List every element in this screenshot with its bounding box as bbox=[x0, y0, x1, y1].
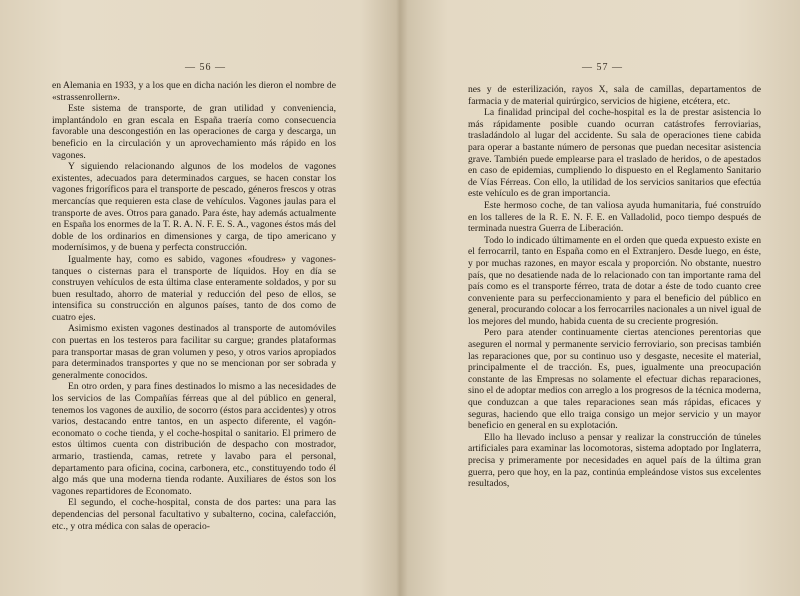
paragraph: Y siguiendo relacionando algunos de los modelos de vagones existentes, adecuados para determinados cargues, se hacen constar los vagones frigoríficos para el transporte de pescado, géneros frescos y otras mercancías que requieren esta clase de vehículos. Vagones jaulas para el transporte de aves. Otros para ganado. Para éste, hay además actualmente en España los enormes de la T. R. A. N. F. E. S. A., vagones éstos más del doble de los ordinarios en dimensiones y carga, de tipo americano y modernísimos, y de buena y perfecta construcción. bbox=[52, 161, 336, 254]
paragraph: La finalidad principal del coche-hospital es la de prestar asistencia lo más rápidamente posible cuando ocurran catástrofes ferroviarias, trasladándolo al lugar del accidente. Su sala de operaciones tiene cabida para operar a bastante número de personas que puedan necesitar asistencia grave. También puede emplearse para el traslado de heridos, o de apestados en caso de epidemias, cumpliendo lo dispuesto en el Reglamento Sanitario de Vías Férreas. Con ello, la utilidad de los servicios sanitarios que efectúa este vehículo es de gran importancia. bbox=[468, 107, 761, 200]
page-text bbox=[52, 80, 336, 532]
page-text bbox=[468, 84, 761, 490]
paragraph: En otro orden, y para fines destinados lo mismo a las necesidades de los servicios de las Compañías férreas que al del público en general, tenemos los vagones de auxilio, de socorro (éstos para accidentes) y otros varios, destacando entre tantos, en un aspecto diferente, el vagón-economato o coche tienda, y el coche-hospital o sanitario. El primero de estos últimos cuenta con distribución de despacho con mostrador, armario, trastienda, camas, retrete y lavabo para el personal, departamento para oficina, cocina, carbonera, etc., constituyendo todo él algo más que una moderna tienda rodante. Auxiliares de éstos son los vagones repartidores de Economato. bbox=[52, 381, 336, 497]
page-number: — 56 — bbox=[185, 62, 226, 73]
right-page bbox=[400, 0, 800, 596]
paragraph: nes y de esterilización, rayos X, sala de camillas, departamentos de farmacia y de material quirúrgico, servicios de higiene, etcétera, etc. bbox=[468, 84, 761, 107]
paragraph: Igualmente hay, como es sabido, vagones «foudres» y vagones-tanques o cisternas para el transporte de líquidos. Hoy en día se construyen vehículos de esta última clase enteramente soldados, y por su buen resultado, ahorro de material y reducción del peso de ellos, se intensifica su construcción en algunos países, tanto de dos como de cuatro ejes. bbox=[52, 253, 336, 323]
paragraph: Todo lo indicado últimamente en el orden que queda expuesto existe en el ferrocarril, tanto en España como en el Extranjero. Desde luego, en éste, y por muchas razones, en mayor escala y proporción. No obstante, nuestro país, que no desatiende nada de lo relacionado con tan importante rama del país como es el transporte férreo, trata de dotar a éste de todo cuanto cree conveniente para su perfeccionamiento y para el beneficio del público en general, procurando colocar a los ferrocarriles nacionales a un nivel igual de los mejores del mundo, habida cuenta de su creciente progresión. bbox=[468, 234, 762, 327]
page-number: — 57 — bbox=[582, 62, 623, 73]
paragraph: Ello ha llevado incluso a pensar y realizar la construcción de túneles artificiales para examinar las locomotoras, sistema adoptado por Inglaterra, precisa y primeramente por necesidades en aquel país de la última gran guerra, pero que hoy, en la paz, continúa empleándose vistos sus excelentes resultados, bbox=[468, 431, 761, 490]
paragraph: Asimismo existen vagones destinados al transporte de automóviles con puertas en los testeros para facilitar su cargue; grandes plataformas para transportar masas de gran volumen y peso, y otros varios apropiados para determinados transportes y que no se mencionan por ser sobrada y generalmente conocidos. bbox=[52, 323, 336, 381]
paragraph: El segundo, el coche-hospital, consta de dos partes: una para las dependencias del personal facultativo y subalterno, cocina, calefacción, etc., y otra médica con salas de operacio- bbox=[52, 497, 336, 532]
paragraph: Este hermoso coche, de tan valiosa ayuda humanitaria, fué construído en los talleres de la R. E. N. F. E. en Valladolid, poco tiempo después de terminada nuestra Guerra de Liberación. bbox=[468, 199, 761, 235]
paragraph: Pero para atender continuamente ciertas atenciones perentorias que aseguren el normal y permanente servicio ferroviario, son precisas también las reparaciones que, por su continuo uso y desgaste, necesite el material, principalmente el de tracción. Es, pues, igualmente una preocupación constante de las Empresas no solamente el efectuar dichas reparaciones, sino el de adoptar medios con arreglo a los progresos de la técnica moderna, que conduzcan a que tales reparaciones sean más rápidas, eficaces y seguras, haciendo que ello traiga consigo un mejor servicio y un mayor beneficio en general en su explotación. bbox=[468, 327, 761, 432]
paragraph: en Alemania en 1933, y a los que en dicha nación les dieron el nombre de «strassenrollern». bbox=[52, 80, 336, 103]
paragraph: Este sistema de transporte, de gran utilidad y conveniencia, implantándolo en gran escala en España traería como consecuencia favorable una descongestión en las operaciones de carga y descarga, un beneficio en la circulación y un aprovechamiento más rápido en los vagones. bbox=[52, 103, 336, 161]
